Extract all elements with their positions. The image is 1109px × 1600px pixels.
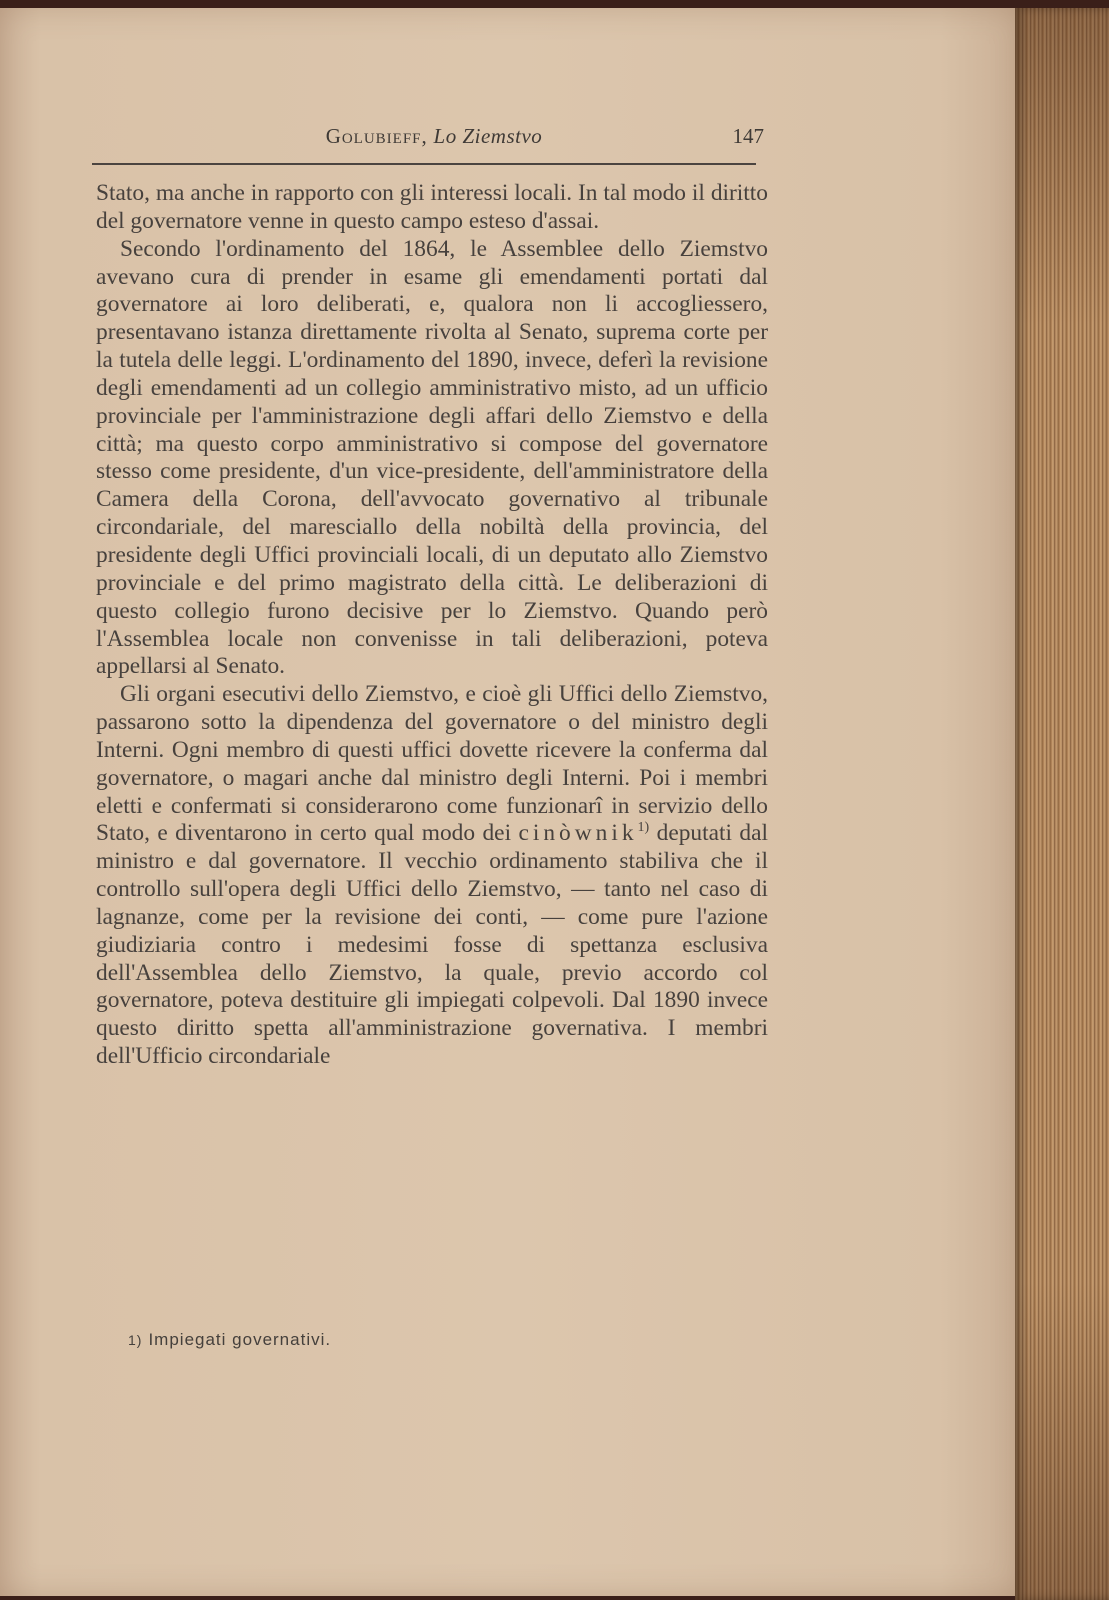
body-text — [96, 180, 768, 1071]
work-title: Lo Ziemstvo — [433, 124, 543, 148]
footnote-text: Impiegati governativi. — [148, 1330, 332, 1349]
paragraph-text-start: Gli organi esecutivi dello Ziemstvo, e cioè gli Uffici dello Ziemstvo, passarono sotto la dipendenza del governatore o del ministro degli Interni. Ogni membro di questi uffici dovette ricevere la conferma dal governatore, o magari anche dal ministro degli Interni. Poi i membri eletti e confermati si considerarono come funzionarî in servizio dello Stato, e diventarono in certo qual modo dei — [96, 681, 768, 847]
paragraph-text-end: deputati dal ministro e dal governatore. Il vecchio ordinamento stabiliva che il controllo sull'opera degli Uffici dello Ziemstvo, — tanto nel caso di lagnanze, come per la revisione dei conti, — come pure l'azione giudiziaria contro i medesimi fosse di spettanza esclusiva dell'Assemblea dello Ziemstvo, la quale, previo accordo col governatore, poteva destituire gli impiegati colpevoli. Dal 1890 invece questo diritto spetta all'amministrazione governativa. I membri dell'Ufficio circondariale — [96, 820, 768, 1070]
author-name: Golubieff, — [325, 124, 428, 148]
footnote-marker: 1) — [128, 1332, 143, 1348]
running-title — [94, 124, 774, 149]
paragraph-continuation: Stato, ma anche in rapporto con gli interessi locali. In tal modo il diritto del governatore venne in questo campo esteso d'assai. — [96, 180, 768, 234]
paragraph-organi-esecutivi — [96, 681, 768, 1071]
footnote-reference: 1) — [637, 820, 650, 836]
page-edges — [1015, 8, 1109, 1600]
header-rule — [92, 163, 756, 165]
spaced-term: cinòwnik — [518, 820, 638, 847]
page-number: 147 — [732, 124, 764, 148]
running-header — [94, 120, 774, 160]
footnote — [128, 1330, 768, 1350]
book-page — [0, 8, 1022, 1596]
paragraph-ordinamento: Secondo l'ordinamento del 1864, le Assemblee dello Ziemstvo avevano cura di prender in esame gli emendamenti portati dal governatore ai loro deliberati, e, qualora non li accogliessero, presentavano istanza direttamente rivolta al Senato, suprema corte per la tutela delle leggi. L'ordinamento del 1890, invece, deferì la revisione degli emendamenti ad un collegio amministrativo misto, ad un ufficio provinciale per l'amministrazione degli affari dello Ziemstvo e della città; ma questo corpo amministrativo si compose del governatore stesso come presidente, d'un vice-presidente, dell'amministratore della Camera della Corona, dell'avvocato governativo al tribunale circondariale, del maresciallo della nobiltà della provincia, del presidente degli Uffici provinciali locali, di un deputato allo Ziemstvo provinciale e del primo magistrato della città. Le deliberazioni di questo collegio furono decisive per lo Ziemstvo. Quando però l'Assemblea locale non convenisse in tali deliberazioni, poteva appellarsi al Senato. — [96, 235, 768, 680]
